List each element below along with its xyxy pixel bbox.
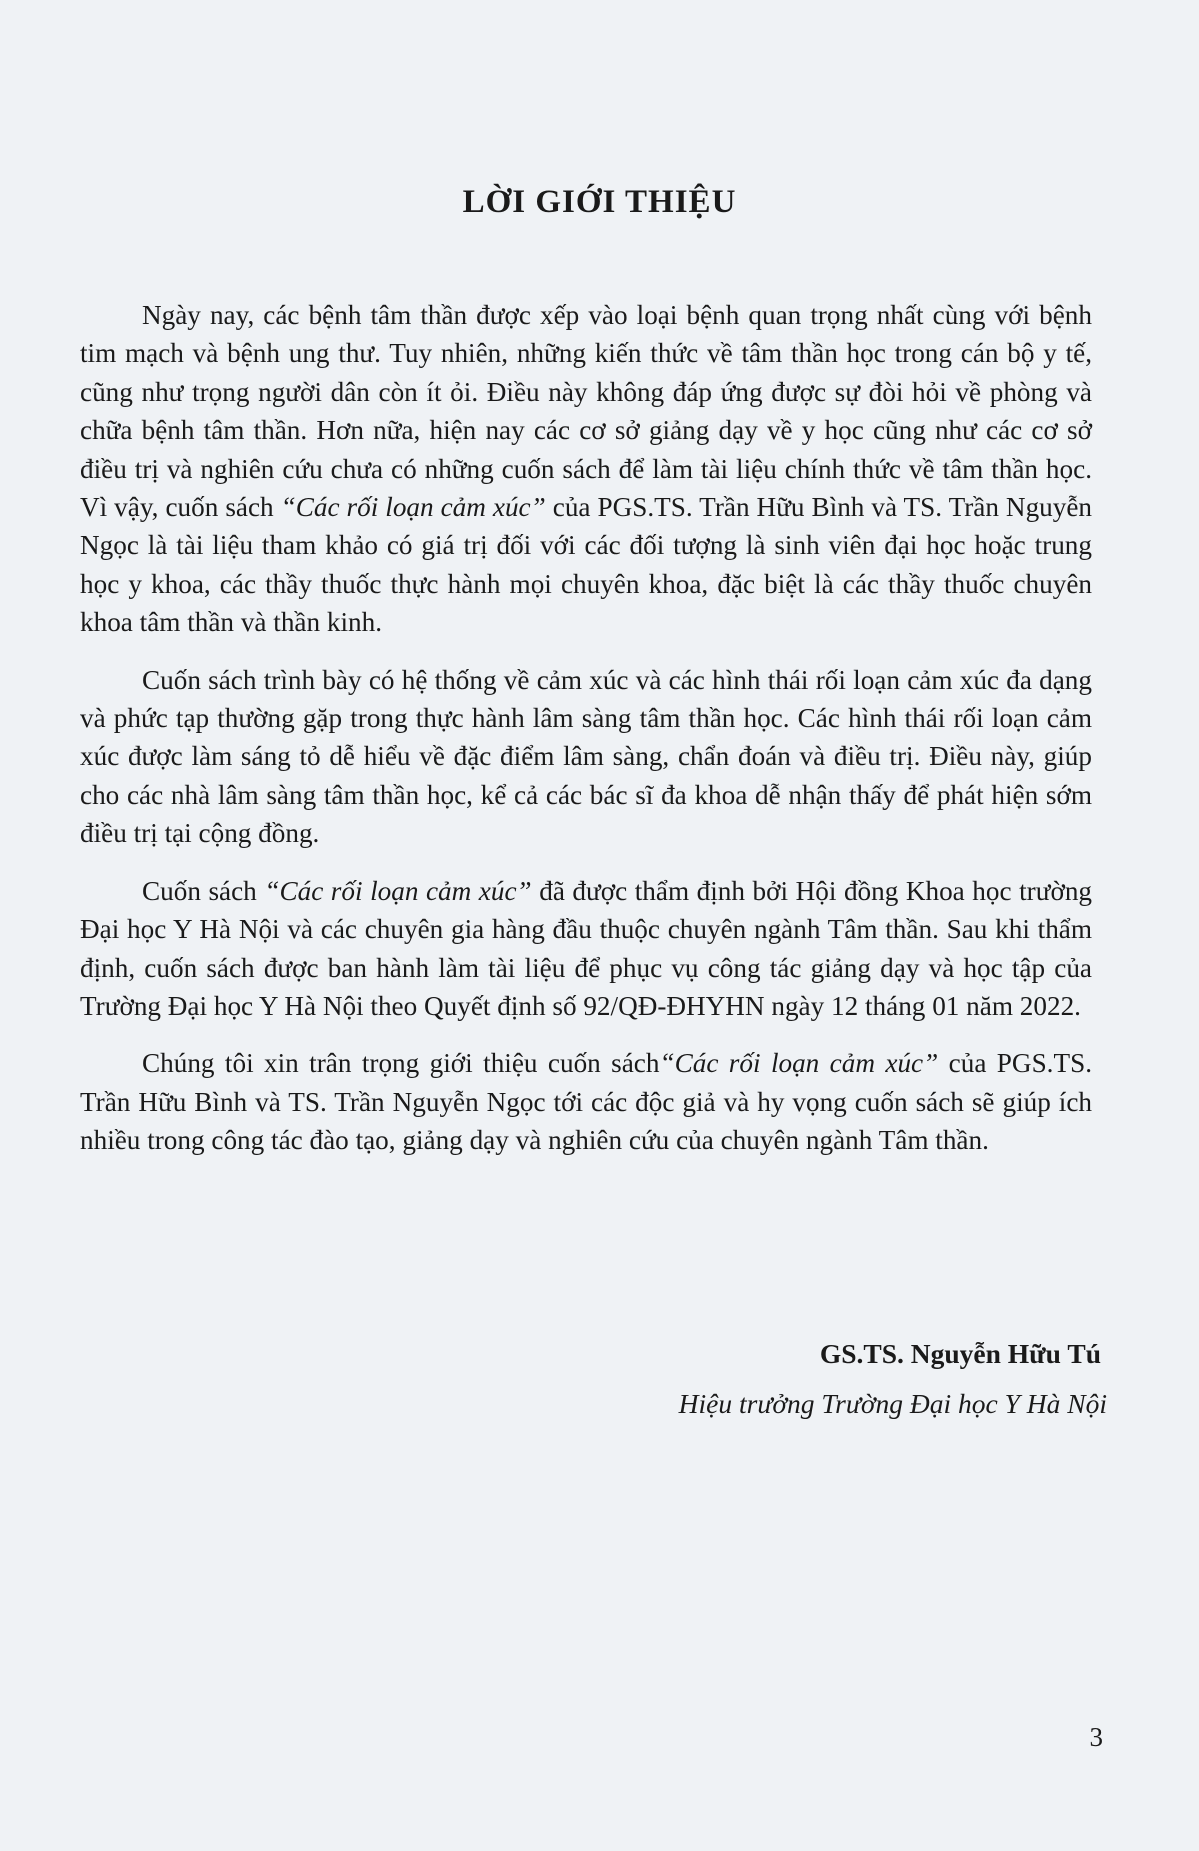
paragraph-1-text: Ngày nay, các bệnh tâm thần được xếp vào loại bệnh quan trọng nhất cùng với bệnh tim mạch và bệnh ung thư. Tuy nhiên, những kiến thức về tâm thần học trong cán bộ y tế, cũng như trọng người dân còn ít ỏi. Điều này không đáp ứng được sự đòi hỏi về phòng và chữa bệnh tâm thần. Hơn nữa, hiện nay các cơ sở giảng dạy về y học cũng như các cơ sở điều trị và nghiên cứu chưa có những cuốn sách để làm tài liệu chính thức về tâm thần học. Vì vậy, cuốn sách	[80, 300, 1092, 523]
paragraph-1-end: của PGS.TS. Trần Hữu Bình và TS. Trần Nguyễn Ngọc là tài liệu tham khảo có giá trị đối với các đối tượng là sinh viên đại học hoặc trung học y khoa, các thầy thuốc thực hành mọi chuyên khoa, đặc biệt là các thầy thuốc chuyên khoa tâm thần và thần kinh.	[80, 492, 1093, 638]
paragraph-1	[80, 296, 1092, 642]
signature-name: GS.TS. Nguyễn Hữu Tú	[819, 1338, 1101, 1369]
page-title: LỜI GIỚI THIỆU	[462, 184, 737, 220]
body-text	[80, 296, 1092, 1160]
book-title-ref: “Các rối loạn cảm xúc”	[264, 875, 532, 906]
book-title-ref: “Các rối loạn cảm xúc”	[659, 1048, 939, 1079]
signature-role: Hiệu trưởng Trường Đại học Y Hà Nội	[678, 1388, 1107, 1419]
paragraph-3	[80, 872, 1092, 1026]
paragraph-4	[80, 1044, 1092, 1159]
book-title-ref: “Các rối loạn cảm xúc”	[280, 492, 546, 523]
page-number: 3	[1089, 1722, 1103, 1752]
paragraph-3-end: đã được thẩm định bởi Hội đồng Khoa học trường Đại học Y Hà Nội và các chuyên gia hàng đầu thuộc chuyên ngành Tâm thần. Sau khi thẩm định, cuốn sách được ban hành làm tài liệu để phục vụ công tác giảng dạy và học tập của Trường Đại học Y Hà Nội theo Quyết định số 92/QĐ-ĐHYHN ngày 12 tháng 01 năm 2022.	[80, 875, 1093, 1021]
paragraph-4-end: của PGS.TS. Trần Hữu Bình và TS. Trần Nguyễn Ngọc tới các độc giả và hy vọng cuốn sách sẽ giúp ích nhiều trong công tác đào tạo, giảng dạy và nghiên cứu của chuyên ngành Tâm thần.	[80, 1048, 1093, 1156]
paragraph-2: Cuốn sách trình bày có hệ thống về cảm xúc và các hình thái rối loạn cảm xúc đa dạng và phức tạp thường gặp trong thực hành lâm sàng tâm thần học. Các hình thái rối loạn cảm xúc được làm sáng tỏ dễ hiểu về đặc điểm lâm sàng, chẩn đoán và điều trị. Điều này, giúp cho các nhà lâm sàng tâm thần học, kể cả các bác sĩ đa khoa dễ nhận thấy để phát hiện sớm điều trị tại cộng đồng.	[80, 664, 1092, 849]
paragraph-3-start: Cuốn sách	[142, 875, 257, 906]
paragraph-4-start: Chúng tôi xin trân trọng giới thiệu cuốn sách	[142, 1048, 660, 1079]
